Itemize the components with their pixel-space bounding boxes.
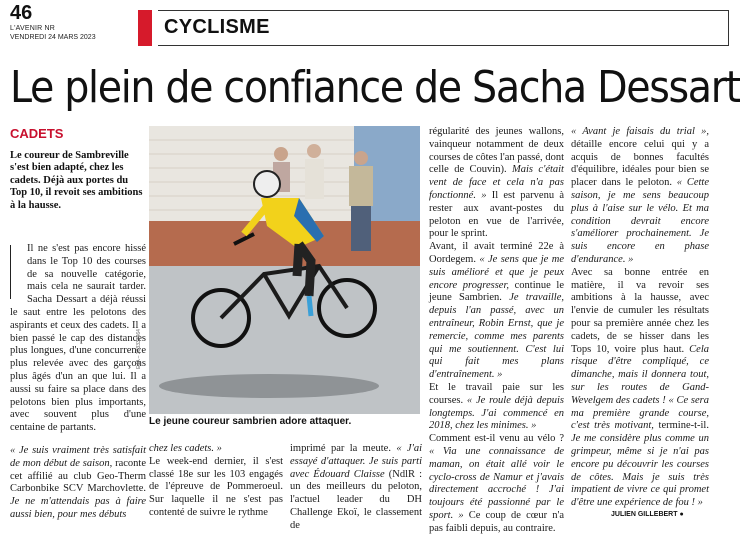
text: termine-t-il. (653, 420, 709, 432)
article-headline: Le plein de confiance de Sacha Dessart (10, 62, 740, 113)
article-lead: Le coureur de Sambreville s'est bien adapté, chez les cadets. Déjà aux portes du Top 10, il revoit ses ambitions à la hausse. (10, 150, 143, 211)
paragraph: Il ne s'est pas encore hissé dans le Top 10 des courses de sa nouvelle catégorie, mais cela ne saurait tarder. Sacha Dessart a déjà réussi le saut entre les pelotons des aspirants et ceux des cadets. Il a bien passé le cap des distances plus longues, d'une concurrence plus relevée avec des garçons plus âgés d'un an que lui. Il a aussi su faire sa place dans des pelotons bien plus importants, avec souvent plus d'une centaine de partants. (10, 243, 146, 434)
article-column-1 (10, 243, 146, 435)
text: (NdlR : un des meilleurs du peloton, l'actuel leader du DH Challenge Ekoï, le classement de (290, 468, 422, 531)
author-name: JULIEN GILLEBERT (611, 511, 678, 518)
article-column-2 (149, 443, 283, 520)
text: Et le travail paie sur les courses. (429, 381, 564, 406)
article-column-3 (290, 443, 422, 533)
article-column-5 (571, 126, 709, 510)
text: Avec sa bonne entrée en matière, il va revoir ses ambitions à la hausse, avec l'envie de cumuler les résultats pour sa première année chez les cadets, de se hisser dans les Tops 10, voire plus haut. (571, 266, 709, 355)
quote: Cela risque d'être compliqué, ce dimanche, mais il donnera tout, sur les routes de Gand-Wevelgem des cadets ! « Ce sera ma première grande course, c'est très motivant, (571, 343, 709, 432)
text: raconte cet affilié au club Geo-Therm Carbonbike SCV Marchovlette. (10, 457, 146, 495)
page-number: 46 (10, 2, 33, 24)
quote: « Je roule déjà depuis longtemps. J'ai commencé en 2018, chez les minimes. » (429, 394, 564, 432)
text: détaille encore celui qui y a acquis de bonnes facultés d'équilibre, idéales pour bien se placer dans le peloton. (571, 138, 709, 189)
article-column-1-end (10, 445, 146, 522)
text: régularité des jeunes wallons, vainqueur notamment de deux courses de côtes l'an passé, dont celle de Couvin). (429, 126, 564, 176)
quote: « Je sens que je me suis amélioré et que je peux encore progresser, (429, 253, 564, 291)
photo-caption: Le jeune coureur sambrien adore attaquer. (149, 416, 352, 427)
quote: Je ne m'attendais pas à faire aussi bien, pour mes débuts (10, 496, 146, 520)
photo-credit: EdA – 303332464 (135, 329, 142, 369)
text: imprimé par la meute. (290, 443, 397, 454)
author-icon: ● (679, 511, 684, 518)
text: Il est parvenu à rester aux avant-postes du peloton en vue de l'arrivée, pour le sprint. (429, 189, 564, 240)
quote: Mais c'était vent de face et cela n'a pas fonctionné. » (429, 164, 564, 201)
quote: Je travaille, depuis l'an passé, avec un entraîneur, Robin Ernst, que je remercie, comme mes parents qui me soutiennent. C'est lui qui fait mes plans d'entraînement. » (429, 292, 564, 381)
article-column-4 (429, 126, 564, 536)
quote: « Je suis vraiment très satisfait de mon début de saison, (10, 445, 146, 469)
rubric-accent-bar (138, 10, 152, 46)
quote: « J'ai essayé d'attaquer. Je suis parti avec Édouard Claisse (290, 443, 423, 480)
text: Avant, il avait terminé 22e à Oordegem. (429, 241, 564, 265)
newspaper-name: L'AVENIR NR (10, 25, 56, 32)
quote: chez les cadets. » (149, 443, 222, 454)
paragraph: Le week-end dernier, il s'est classé 18e sur les 103 engagés de l'épreuve de Pommeroeul. Sur laquelle il ne s'est pas contenté de suivre le rythme (149, 455, 283, 518)
publication-date: VENDREDI 24 MARS 2023 (10, 34, 96, 41)
quote: Je me considère plus comme un grimpeur, même si je n'ai pas encore pu découvrir les courses de côtes. Mais je suis très impatient de vivre ce qui promet d'être une expérience de fou ! » (571, 433, 709, 509)
article-photo (135, 126, 420, 414)
drop-rule (10, 245, 21, 299)
section-label: CADETS (10, 126, 64, 141)
byline (611, 511, 684, 518)
text: continue le jeune Sambrien. (429, 279, 564, 304)
quote: « Via une connaissance de maman, on était allé voir le cyclo-cross de Namur et j'avais directement accroché ! J'ai toujours été passionné par le sport. » (429, 445, 564, 521)
masthead (0, 0, 738, 50)
text: Comment est-il venu au vélo ? (429, 433, 564, 445)
quote: « Avant je faisais du trial », (571, 126, 709, 137)
text: Ce coup de cœur n'a pas faibli depuis, au contraire. (429, 509, 564, 534)
cyclist-photo-illustration (149, 126, 420, 414)
rubric-label: CYCLISME (164, 16, 270, 38)
quote: « Cette saison, je me sens beaucoup plus à l'aise sur le vélo. Et ma condition devrait encore s'améliorer prochainement. Je suis encore en phase d'endurance. » (571, 177, 709, 265)
rubric-box (158, 10, 729, 46)
